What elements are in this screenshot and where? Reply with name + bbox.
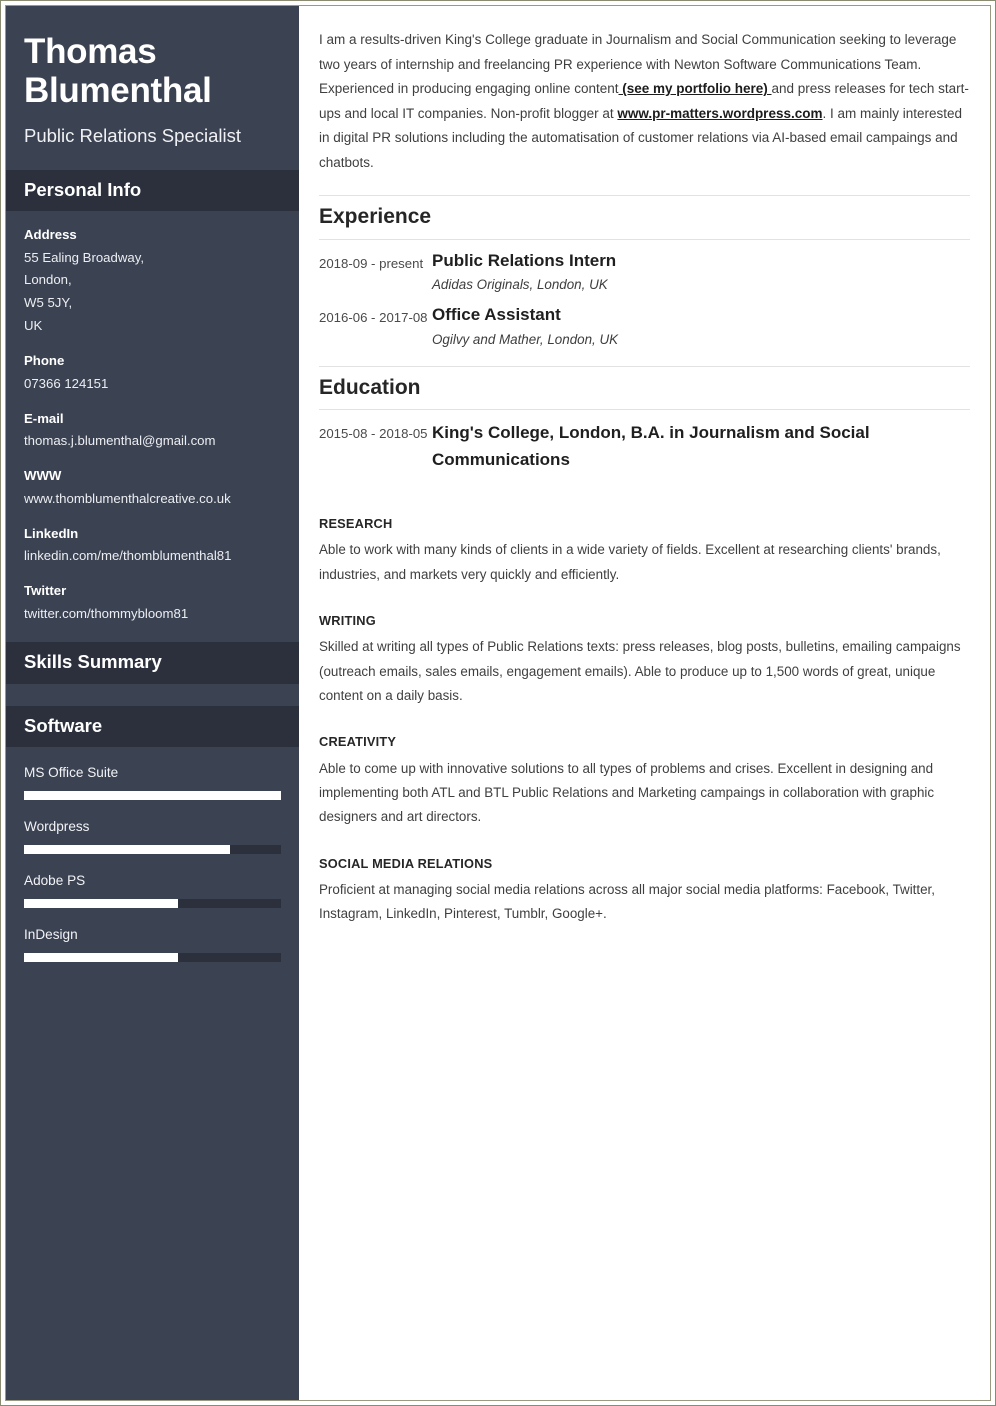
skill-block xyxy=(319,514,970,587)
software-level-bar xyxy=(24,845,281,854)
entry-details xyxy=(432,250,970,296)
skill-block-description: Able to work with many kinds of clients in a wide variety of fields. Excellent at researching clients' brands, industries, and markets very quickly and efficiently. xyxy=(319,542,941,582)
skill-block xyxy=(319,732,970,829)
info-label: WWW xyxy=(24,468,62,484)
candidate-name: Thomas Blumenthal xyxy=(24,32,212,111)
main-content xyxy=(299,6,990,1400)
software-item-label: Adobe PS xyxy=(24,872,86,888)
education-heading: Education xyxy=(319,376,421,400)
entry-organization: Ogilvy and Mather, London, UK xyxy=(432,331,619,347)
entry-role: Office Assistant xyxy=(432,305,561,325)
section-band-software xyxy=(6,706,299,747)
software-level-bar xyxy=(24,899,281,908)
info-block-address xyxy=(24,225,281,338)
skills-summary-body xyxy=(6,684,299,706)
sidebar xyxy=(6,6,299,1400)
software-item xyxy=(24,817,281,854)
software-item-label: Wordpress xyxy=(24,818,90,834)
portfolio-link[interactable]: (see my portfolio here) xyxy=(618,81,772,97)
resume-page-inner xyxy=(5,5,991,1401)
info-block-linkedin xyxy=(24,524,281,568)
info-value[interactable]: twitter.com/thommybloom81 xyxy=(24,605,189,621)
experience-entry xyxy=(319,304,970,350)
experience-entry xyxy=(319,250,970,296)
entry-details xyxy=(432,420,970,474)
info-value[interactable]: www.thomblumenthalcreative.co.uk xyxy=(24,490,231,506)
entry-dates: 2018-09 - present xyxy=(319,255,424,271)
education-entries xyxy=(319,410,970,488)
software-level-fill xyxy=(24,899,178,908)
personal-info-heading: Personal Info xyxy=(24,178,142,200)
summary-text-part2: and press releases for tech start-ups and local IT companies. Non-profit blogger at xyxy=(319,81,969,121)
skill-block-heading: RESEARCH xyxy=(319,516,393,532)
skill-block-heading: SOCIAL MEDIA RELATIONS xyxy=(319,855,493,871)
software-level-fill xyxy=(24,845,230,854)
software-item xyxy=(24,763,281,800)
entry-degree: King's College, London, B.A. in Journalism and Social Communications xyxy=(432,423,870,470)
info-value: London, xyxy=(24,272,72,288)
skill-block-description: Skilled at writing all types of Public Relations texts: press releases, blog posts, bulletins, emailing campaigns (outreach emails, sales emails, engagement emails). Able to produce up to 1,500 words of great, unique content on a daily basis. xyxy=(319,639,961,703)
info-value: UK xyxy=(24,318,43,334)
skill-block xyxy=(319,854,970,927)
software-body xyxy=(6,747,299,980)
summary-text-part1: I am a results-driven King's College graduate in Journalism and Social Communication seeking to leverage two years of internship and freelancing PR experience with Newton Software Communications Team. Experienced in producing engaging online content xyxy=(319,32,957,97)
info-label: E-mail xyxy=(24,410,64,426)
skill-block-heading: WRITING xyxy=(319,613,376,628)
skill-block-description: Proficient at managing social media relations across all major social media platforms: Facebook, Twitter, Instagram, LinkedIn, Pinterest, Tumblr, Google+. xyxy=(319,881,935,922)
education-entry xyxy=(319,420,970,474)
software-item-label: MS Office Suite xyxy=(24,764,119,780)
info-value: W5 5JY, xyxy=(24,295,73,311)
candidate-job-title: Public Relations Specialist xyxy=(24,125,241,147)
info-block-email xyxy=(24,409,281,453)
experience-heading: Experience xyxy=(319,205,432,229)
entry-role: Public Relations Intern xyxy=(432,250,617,270)
software-level-bar xyxy=(24,953,281,962)
skill-block-description: Able to come up with innovative solutions to all types of problems and crises. Excellent in designing and implementing both ATL and BTL Public Relations and Marketing campaings in collaboration with graphic designers and art directors. xyxy=(319,760,935,825)
skill-block xyxy=(319,611,970,708)
sidebar-filler xyxy=(6,980,299,1400)
software-heading: Software xyxy=(24,714,103,736)
personal-info-body xyxy=(6,211,299,642)
blog-link[interactable]: www.pr-matters.wordpress.com xyxy=(617,105,823,121)
info-value[interactable]: linkedin.com/me/thomblumenthal81 xyxy=(24,548,232,564)
entry-dates: 2015-08 - 2018-05 xyxy=(319,426,428,442)
skills-summary-heading: Skills Summary xyxy=(24,651,162,673)
summary-text-part3: . I am mainly interested in digital PR solutions including the automatisation of customer relations via AI-based email campaings and chatbots. xyxy=(319,105,963,170)
section-band-skills-summary xyxy=(6,642,299,683)
skill-block-heading: CREATIVITY xyxy=(319,734,397,750)
skill-blocks xyxy=(319,488,970,927)
info-label: Twitter xyxy=(24,583,67,599)
entry-organization: Adidas Originals, London, UK xyxy=(432,277,608,293)
software-item xyxy=(24,871,281,908)
info-block-twitter xyxy=(24,581,281,625)
experience-entries xyxy=(319,240,970,350)
sidebar-header xyxy=(6,6,299,170)
info-block-phone xyxy=(24,351,281,395)
profile-summary xyxy=(319,28,970,175)
software-level-fill xyxy=(24,953,178,962)
software-item-label: InDesign xyxy=(24,926,78,942)
software-item xyxy=(24,925,281,962)
info-label: Address xyxy=(24,227,77,243)
entry-dates: 2016-06 - 2017-08 xyxy=(319,310,428,326)
section-band-personal-info xyxy=(6,170,299,211)
info-label: LinkedIn xyxy=(24,525,79,541)
info-value: 55 Ealing Broadway, xyxy=(24,249,144,265)
software-level-fill xyxy=(24,791,281,800)
info-block-www xyxy=(24,466,281,510)
info-value: 07366 124151 xyxy=(24,375,109,391)
entry-details xyxy=(432,304,970,350)
info-value[interactable]: thomas.j.blumenthal@gmail.com xyxy=(24,433,216,449)
info-label: Phone xyxy=(24,353,65,369)
software-level-bar xyxy=(24,791,281,800)
